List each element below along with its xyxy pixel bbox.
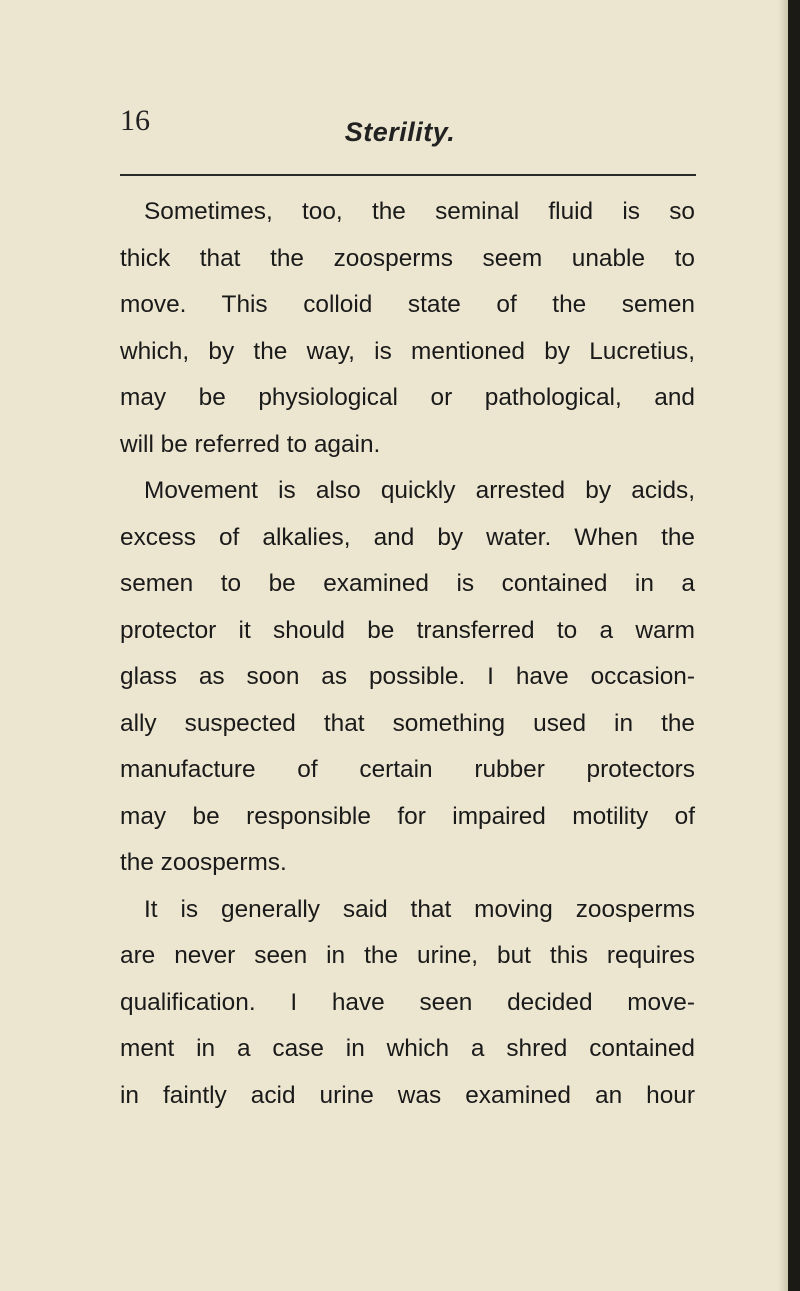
text-line: the zoosperms.: [120, 849, 287, 876]
text-line: Movement is also quickly arrested by acids,: [144, 477, 695, 504]
text-line: glass as soon as possible. I have occasion-: [120, 663, 695, 690]
text-line: ment in a case in which a shred contained: [120, 1035, 695, 1062]
text-line: qualification. I have seen decided move-: [120, 988, 695, 1016]
header-rule: [120, 174, 696, 176]
text-line: excess of alkalies, and by water. When the: [120, 523, 695, 551]
text-line: Sometimes, too, the seminal fluid is so: [144, 198, 695, 225]
page-edge: [788, 0, 800, 1291]
text-line: which, by the way, is mentioned by Lucretius,: [120, 337, 695, 365]
text-line: It is generally said that moving zoosperms: [144, 895, 695, 923]
body-text: [120, 189, 695, 1119]
text-line: will be referred to again.: [120, 430, 381, 458]
text-line: ally suspected that something used in the: [120, 709, 695, 737]
text-line: may be physiological or pathological, and: [120, 384, 695, 411]
text-line: manufacture of certain rubber protectors: [120, 756, 695, 783]
text-line: thick that the zoosperms seem unable to: [120, 244, 695, 272]
text-line: in faintly acid urine was examined an hour: [120, 1081, 695, 1109]
running-title: Sterility.: [344, 117, 456, 147]
page-number: 16: [120, 104, 150, 137]
text-line: move. This colloid state of the semen: [120, 291, 695, 318]
text-line: are never seen in the urine, but this requires: [120, 942, 695, 969]
text-line: semen to be examined is contained in a: [120, 570, 695, 597]
page-edge-shadow: [778, 0, 788, 1291]
text-line: may be responsible for impaired motility of: [120, 802, 695, 830]
text-line: protector it should be transferred to a warm: [120, 616, 695, 644]
